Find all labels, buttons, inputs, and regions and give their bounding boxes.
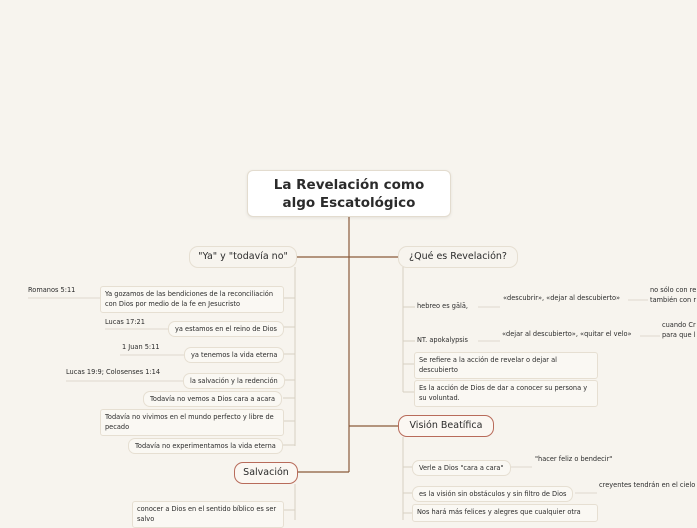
subtopic-hebreo[interactable]: hebreo es gālā, — [417, 302, 468, 310]
subtopic-cara-a-cara[interactable]: Todavía no vemos a Dios cara a acara — [143, 391, 282, 407]
subtopic-apokalypsis[interactable]: NT. apokalypsis — [417, 336, 468, 344]
hebreo-meaning: «descubrir», «dejar al descubierto» — [503, 294, 621, 302]
ref-lucas-colosenses: Lucas 19:9; Colosenses 1:14 — [66, 368, 161, 376]
subtopic-mundo-perfecto[interactable]: Todavía no vivimos en el mundo perfecto y libre de pecado — [100, 409, 284, 436]
subtopic-conocer-a-dios[interactable]: conocer a Dios en el sentido bíblico es ser salvo — [132, 501, 284, 528]
topic-vision-beatifica[interactable]: Visión Beatífica — [398, 415, 494, 437]
central-topic-line2: algo Escatológico — [282, 195, 416, 211]
apokalypsis-meaning: «dejar al descubierto», «quitar el velo» — [502, 330, 632, 338]
subtopic-salvacion-redencion[interactable]: la salvación y la redención — [183, 373, 285, 389]
central-topic[interactable] — [247, 170, 451, 217]
central-topic-line1: La Revelación como — [273, 177, 425, 193]
topic-salvacion[interactable]: Salvación — [234, 462, 298, 484]
ref-1-juan: 1 Juan 5:11 — [122, 343, 160, 351]
topic-ya-todavia[interactable]: "Ya" y "todavía no" — [189, 246, 297, 268]
subtopic-verle-cara-a-cara[interactable]: Verle a Dios "cara a cara" — [412, 460, 511, 476]
ref-lucas-17: Lucas 17:21 — [105, 318, 145, 326]
hebreo-note: no sólo con re también con r — [650, 286, 697, 304]
verle-meaning: "hacer feliz o bendecir" — [535, 455, 613, 463]
vision-note: creyentes tendrán en el cielo — [599, 481, 696, 489]
topic-que-es-revelacion[interactable]: ¿Qué es Revelación? — [398, 246, 518, 268]
subtopic-accion-dios[interactable]: Es la acción de Dios de dar a conocer su persona y su voluntad. — [414, 380, 598, 407]
subtopic-no-vida-eterna[interactable]: Todavía no experimentamos la vida eterna — [128, 438, 283, 454]
subtopic-ya-gozamos[interactable]: Ya gozamos de las bendiciones de la reconciliación con Dios por medio de la fe en Jesucristo — [100, 286, 284, 313]
apokalypsis-note: cuando Cr para que l — [662, 321, 696, 339]
subtopic-mas-felices[interactable]: Nos hará más felices y alegres que cualquier otra — [412, 504, 598, 522]
subtopic-reino-de-dios[interactable]: ya estamos en el reino de Dios — [168, 321, 284, 337]
ref-romanos: Romanos 5:11 — [28, 286, 76, 294]
subtopic-accion-revelar[interactable]: Se refiere a la acción de revelar o dejar al descubierto — [414, 352, 598, 379]
subtopic-vida-eterna[interactable]: ya tenemos la vida eterna — [184, 347, 284, 363]
subtopic-vision-sin-obstaculos[interactable]: es la visión sin obstáculos y sin filtro de Dios — [412, 486, 573, 502]
